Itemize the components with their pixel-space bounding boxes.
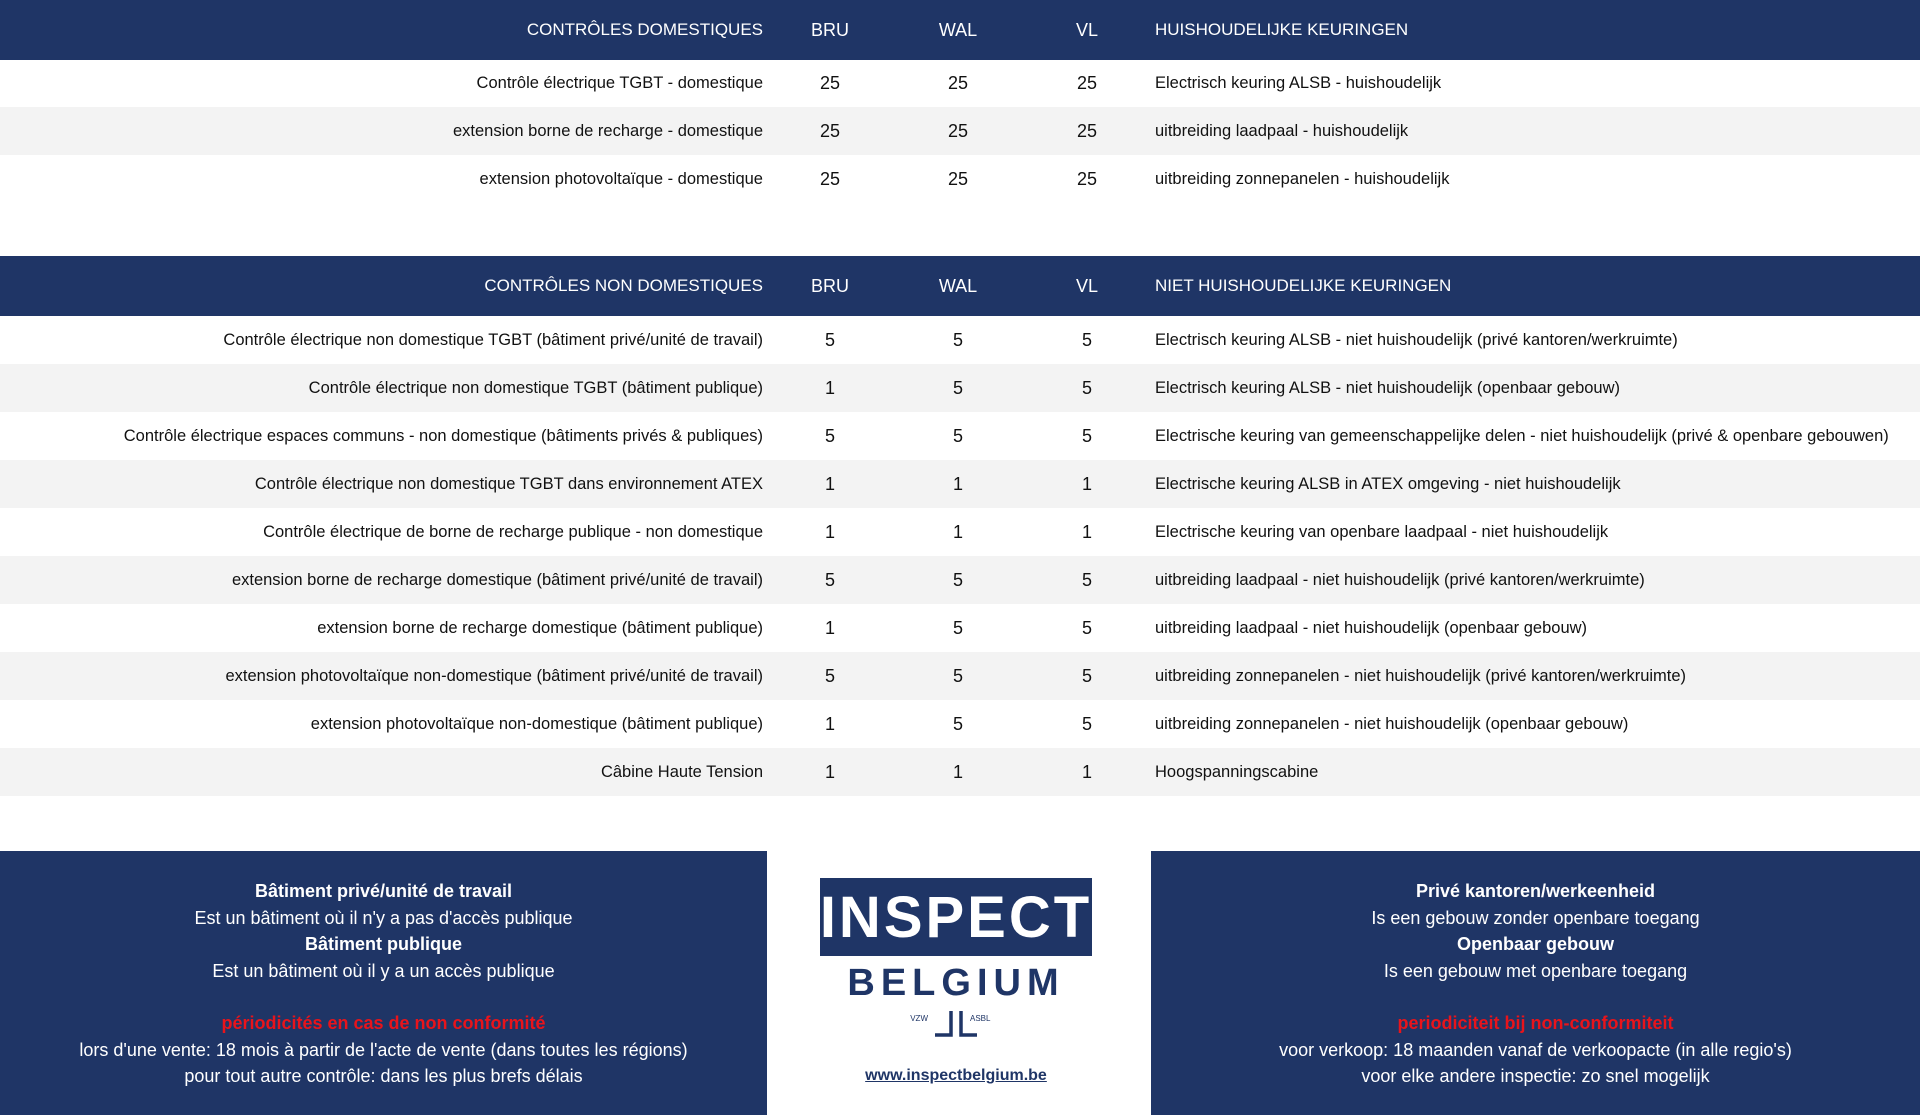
footer-definitions-fr bbox=[0, 851, 767, 1115]
non-domestic-cell-bru: 1 bbox=[824, 617, 835, 638]
non-domestic-cell-nl: Electrisch keuring ALSB - niet huishoudelijk (privé kantoren/werkruimte) bbox=[1155, 330, 1678, 349]
non-domestic-cell-bru: 1 bbox=[824, 377, 835, 398]
non-domestic-row bbox=[0, 700, 1920, 748]
domestic-header-nl: HUISHOUDELIJKE KEURINGEN bbox=[1155, 20, 1409, 39]
periodicity-sale-nl: voor verkoop: 18 maanden vanaf de verkoopacte (in alle regio's) bbox=[1279, 1039, 1792, 1060]
non-domestic-cell-vl: 5 bbox=[1081, 569, 1092, 590]
non-domestic-cell-wal: 5 bbox=[952, 713, 963, 734]
private-building-title-nl: Privé kantoren/werkeenheid bbox=[1415, 881, 1656, 901]
periodicity-other-nl: voor elke andere inspectie: zo snel mogelijk bbox=[1361, 1066, 1710, 1086]
domestic-cell-bru: 25 bbox=[819, 168, 841, 189]
non-domestic-cell-wal: 5 bbox=[952, 377, 963, 398]
non-domestic-row bbox=[0, 604, 1920, 652]
non-domestic-row bbox=[0, 412, 1920, 460]
non-domestic-cell-wal: 5 bbox=[952, 329, 963, 350]
non-domestic-cell-vl: 5 bbox=[1081, 425, 1092, 446]
logo-inspect-text: INSPECT bbox=[820, 878, 1092, 956]
domestic-cell-nl: uitbreiding zonnepanelen - huishoudelijk bbox=[1155, 169, 1450, 188]
non-domestic-row bbox=[0, 508, 1920, 556]
private-building-desc-fr: Est un bâtiment où il n'y a pas d'accès publique bbox=[194, 907, 573, 928]
non-domestic-cell-fr: extension photovoltaïque non-domestique (bâtiment publique) bbox=[310, 714, 763, 733]
non-domestic-cell-wal: 5 bbox=[952, 425, 963, 446]
non-domestic-cell-fr: extension borne de recharge domestique (bâtiment privé/unité de travail) bbox=[231, 570, 763, 589]
periodicity-title-fr: périodicités en cas de non conformité bbox=[221, 1013, 546, 1033]
non-domestic-cell-fr: Câbine Haute Tension bbox=[600, 762, 763, 781]
non-domestic-row bbox=[0, 316, 1920, 364]
non-domestic-cell-vl: 5 bbox=[1081, 377, 1092, 398]
non-domestic-cell-wal: 5 bbox=[952, 665, 963, 686]
non-domestic-cell-fr: Contrôle électrique espaces communs - non domestique (bâtiments privés & publiques) bbox=[123, 426, 763, 445]
periodicity-other-fr: pour tout autre contrôle: dans les plus brefs délais bbox=[184, 1066, 583, 1086]
public-building-desc-fr: Est un bâtiment où il y a un accès publique bbox=[212, 960, 555, 981]
non-domestic-cell-nl: Electrische keuring ALSB in ATEX omgeving - niet huishoudelijk bbox=[1155, 474, 1621, 493]
public-building-title-fr: Bâtiment publique bbox=[305, 934, 462, 954]
public-building-title-nl: Openbaar gebouw bbox=[1456, 934, 1615, 954]
domestic-header bbox=[0, 0, 1920, 60]
non-domestic-cell-bru: 1 bbox=[824, 521, 835, 542]
domestic-cell-fr: Contrôle électrique TGBT - domestique bbox=[476, 73, 763, 92]
non-domestic-cell-wal: 1 bbox=[952, 473, 963, 494]
non-domestic-cell-vl: 5 bbox=[1081, 665, 1092, 686]
non-domestic-cell-bru: 1 bbox=[824, 713, 835, 734]
non-domestic-cell-wal: 1 bbox=[952, 521, 963, 542]
non-domestic-cell-nl: Hoogspanningscabine bbox=[1155, 762, 1319, 781]
non-domestic-cell-nl: uitbreiding laadpaal - niet huishoudelijk (openbaar gebouw) bbox=[1155, 618, 1588, 637]
non-domestic-cell-nl: Electrisch keuring ALSB - niet huishoudelijk (openbaar gebouw) bbox=[1155, 378, 1621, 397]
non-domestic-cell-fr: Contrôle électrique non domestique TGBT (bâtiment privé/unité de travail) bbox=[223, 330, 763, 349]
non-domestic-row bbox=[0, 748, 1920, 796]
non-domestic-cell-fr: extension borne de recharge domestique (bâtiment publique) bbox=[317, 618, 763, 637]
periodicity-sale-fr: lors d'une vente: 18 mois à partir de l'acte de vente (dans toutes les régions) bbox=[79, 1039, 688, 1060]
domestic-cell-vl: 25 bbox=[1076, 120, 1098, 141]
non-domestic-header-wal: WAL bbox=[938, 275, 978, 296]
inspect-belgium-logo bbox=[820, 878, 1092, 1041]
non-domestic-cell-vl: 5 bbox=[1081, 713, 1092, 734]
non-domestic-cell-fr: Contrôle électrique non domestique TGBT (bâtiment publique) bbox=[308, 378, 763, 397]
non-domestic-cell-nl: Electrische keuring van openbare laadpaal - niet huishoudelijk bbox=[1155, 522, 1609, 541]
domestic-header-bru: BRU bbox=[810, 19, 849, 40]
domestic-row bbox=[0, 107, 1920, 155]
logo-asbl: ASBL bbox=[970, 1014, 991, 1023]
non-domestic-cell-vl: 5 bbox=[1081, 329, 1092, 350]
domestic-header-vl: VL bbox=[1075, 19, 1099, 40]
domestic-cell-fr: extension borne de recharge - domestique bbox=[452, 121, 763, 140]
non-domestic-cell-bru: 5 bbox=[824, 329, 835, 350]
private-building-title-fr: Bâtiment privé/unité de travail bbox=[254, 881, 513, 901]
domestic-cell-vl: 25 bbox=[1076, 72, 1098, 93]
website-link[interactable]: www.inspectbelgium.be bbox=[865, 1067, 1047, 1084]
logo-mark-icon bbox=[820, 1007, 1092, 1041]
domestic-cell-vl: 25 bbox=[1076, 168, 1098, 189]
non-domestic-cell-fr: Contrôle électrique non domestique TGBT dans environnement ATEX bbox=[254, 474, 763, 493]
non-domestic-cell-fr: Contrôle électrique de borne de recharge publique - non domestique bbox=[263, 522, 763, 541]
domestic-cell-nl: uitbreiding laadpaal - huishoudelijk bbox=[1155, 121, 1409, 140]
non-domestic-cell-nl: uitbreiding laadpaal - niet huishoudelijk (privé kantoren/werkruimte) bbox=[1155, 570, 1645, 589]
periodicity-title-nl: periodiciteit bij non-conformiteit bbox=[1397, 1013, 1674, 1033]
non-domestic-row bbox=[0, 460, 1920, 508]
non-domestic-cell-bru: 5 bbox=[824, 569, 835, 590]
non-domestic-header-vl: VL bbox=[1075, 275, 1099, 296]
domestic-cell-wal: 25 bbox=[947, 120, 969, 141]
non-domestic-cell-nl: uitbreiding zonnepanelen - niet huishoudelijk (openbaar gebouw) bbox=[1155, 714, 1629, 733]
domestic-row bbox=[0, 155, 1920, 203]
non-domestic-cell-fr: extension photovoltaïque non-domestique (bâtiment privé/unité de travail) bbox=[225, 666, 763, 685]
domestic-cell-fr: extension photovoltaïque - domestique bbox=[479, 169, 763, 188]
non-domestic-row bbox=[0, 652, 1920, 700]
domestic-header-wal: WAL bbox=[938, 19, 978, 40]
logo-vzw: VZW bbox=[910, 1014, 928, 1023]
footer-definitions-nl bbox=[1151, 851, 1920, 1115]
domestic-cell-bru: 25 bbox=[819, 120, 841, 141]
logo-mark bbox=[820, 1007, 1092, 1041]
non-domestic-cell-bru: 1 bbox=[824, 761, 835, 782]
non-domestic-cell-vl: 1 bbox=[1081, 521, 1092, 542]
logo-belgium-text: BELGIUM bbox=[847, 962, 1065, 1004]
non-domestic-cell-wal: 5 bbox=[952, 569, 963, 590]
non-domestic-cell-nl: uitbreiding zonnepanelen - niet huishoudelijk (privé kantoren/werkruimte) bbox=[1155, 666, 1687, 685]
non-domestic-cell-bru: 5 bbox=[824, 425, 835, 446]
non-domestic-row bbox=[0, 364, 1920, 412]
non-domestic-cell-bru: 1 bbox=[824, 473, 835, 494]
non-domestic-cell-vl: 1 bbox=[1081, 761, 1092, 782]
non-domestic-header bbox=[0, 256, 1920, 316]
private-building-desc-nl: Is een gebouw zonder openbare toegang bbox=[1371, 907, 1700, 928]
non-domestic-cell-bru: 5 bbox=[824, 665, 835, 686]
non-domestic-cell-vl: 5 bbox=[1081, 617, 1092, 638]
domestic-header-fr: CONTRÔLES DOMESTIQUES bbox=[526, 20, 763, 39]
non-domestic-cell-vl: 1 bbox=[1081, 473, 1092, 494]
domestic-row bbox=[0, 59, 1920, 107]
non-domestic-row bbox=[0, 556, 1920, 604]
public-building-desc-nl: Is een gebouw met openbare toegang bbox=[1383, 960, 1688, 981]
non-domestic-cell-nl: Electrische keuring van gemeenschappelijke delen - niet huishoudelijk (privé & openbare gebouwen) bbox=[1155, 426, 1889, 445]
non-domestic-header-nl: NIET HUISHOUDELIJKE KEURINGEN bbox=[1155, 276, 1452, 295]
domestic-cell-wal: 25 bbox=[947, 168, 969, 189]
non-domestic-cell-wal: 1 bbox=[952, 761, 963, 782]
non-domestic-header-fr: CONTRÔLES NON DOMESTIQUES bbox=[484, 276, 763, 295]
domestic-cell-nl: Electrisch keuring ALSB - huishoudelijk bbox=[1155, 73, 1442, 92]
non-domestic-cell-wal: 5 bbox=[952, 617, 963, 638]
domestic-cell-bru: 25 bbox=[819, 72, 841, 93]
non-domestic-header-bru: BRU bbox=[810, 275, 849, 296]
domestic-cell-wal: 25 bbox=[947, 72, 969, 93]
